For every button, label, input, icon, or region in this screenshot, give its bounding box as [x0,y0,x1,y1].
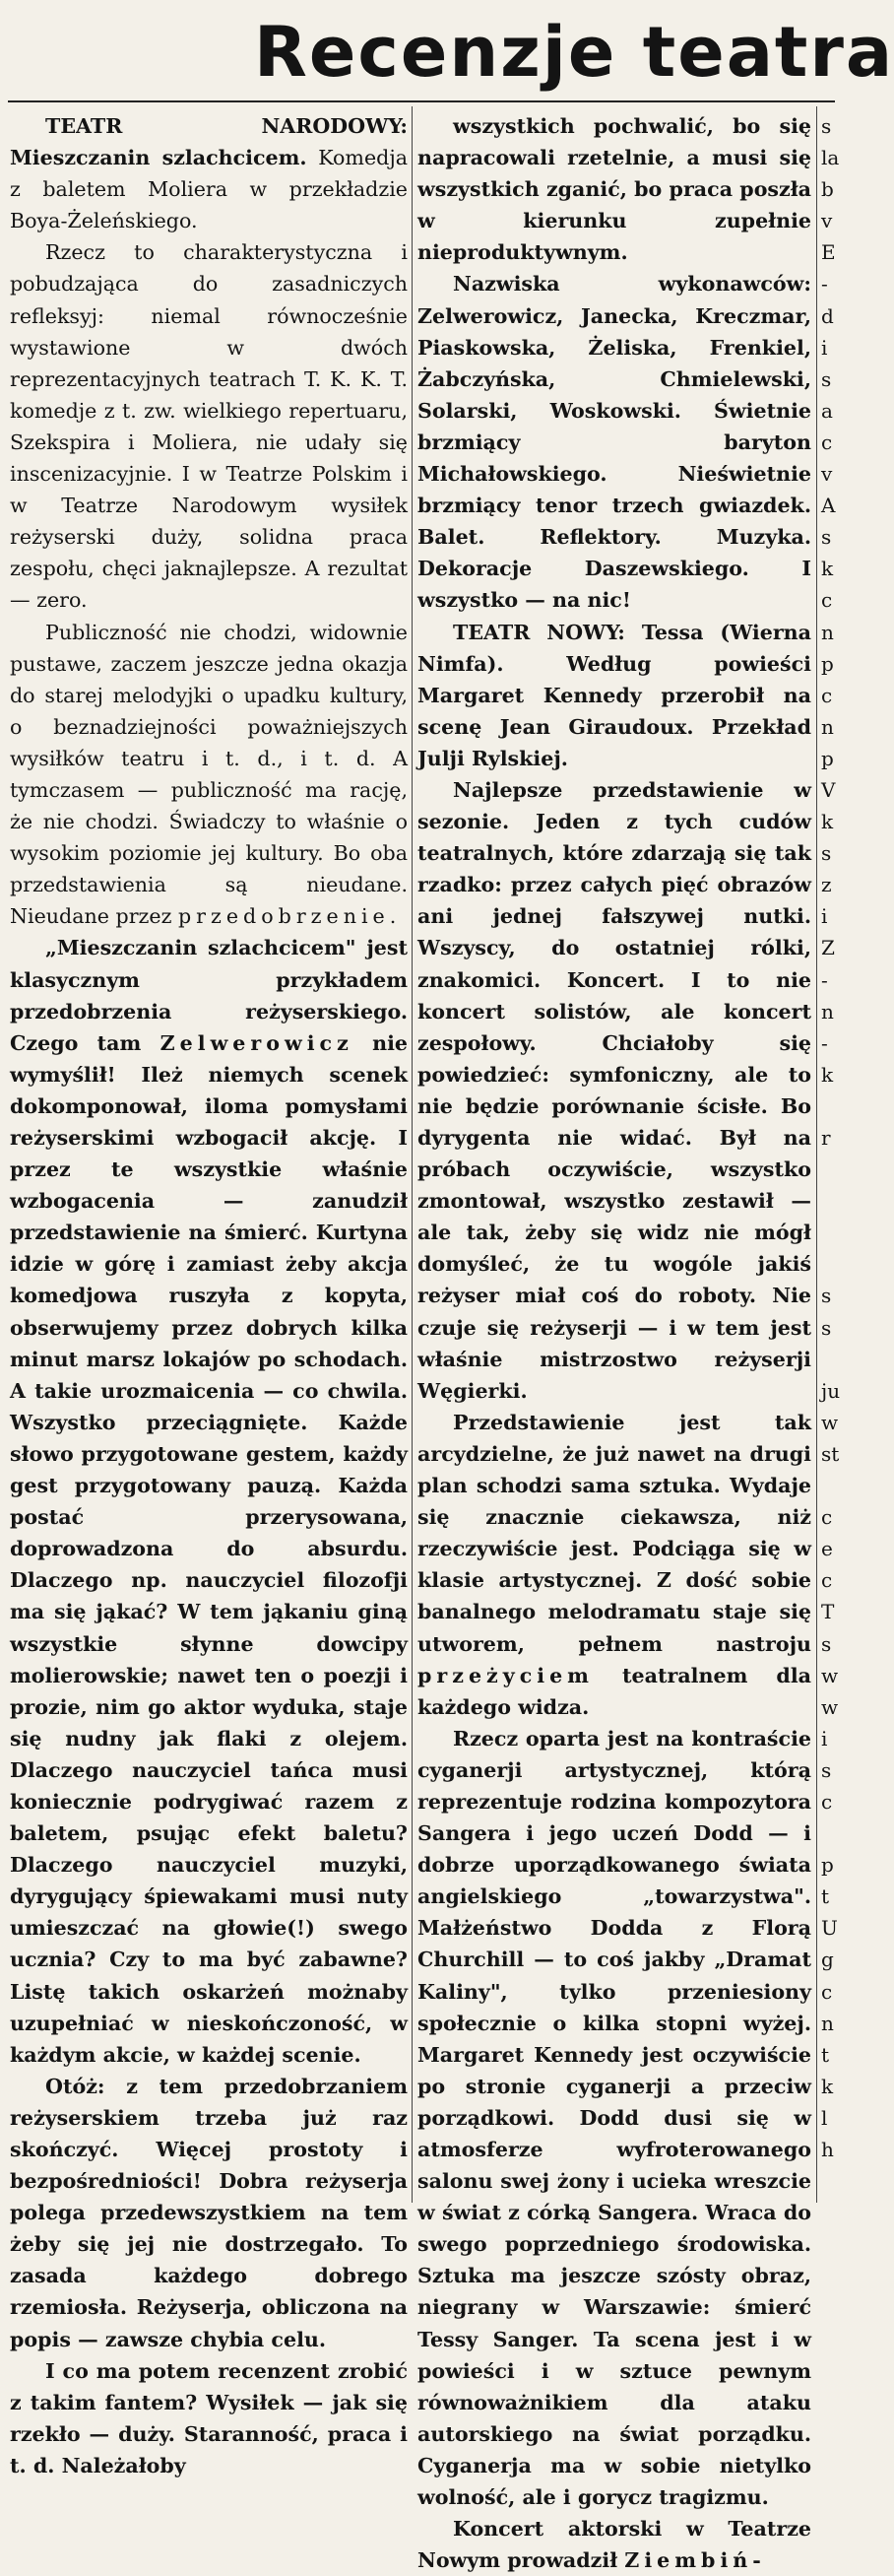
article-paragraph [10,236,408,616]
cut-fragment: s [821,1757,832,1782]
cut-fragment: s [821,1315,832,1340]
cut-fragment: l [821,2105,828,2130]
cut-fragment [821,2165,841,2197]
article-paragraph [417,2513,811,2576]
cut-fragment: v [821,462,833,487]
article-paragraph [10,110,408,236]
text-run: Koncert aktorski w Teatrze Nowym prowadził [417,2517,811,2573]
cut-fragment: T [821,1600,835,1624]
text-run: Publiczność nie chodzi, widownie pustawe, zaczem jeszcze jedna okazja do starej melodyjki o upadku kultury, o beznadziejności poważniejszych wysiłków teatru i t. d., i t. d. A tymczasem — publiczność ma rację, że nie chodzi. Świadczy to właśnie o wysokim poziomie jej kultury. Bo oba przedstawienia są nieudane. Nieudane przez [10,620,408,929]
cut-fragment: k [821,2074,834,2098]
cut-fragment: s [821,366,832,391]
cut-fragment: a [821,398,833,423]
cut-fragment [821,1344,841,1375]
cut-fragment: st [821,1441,840,1466]
article-paragraph [417,617,811,774]
cut-fragment: k [821,557,834,581]
cut-fragment [821,1185,841,1217]
text-run: Zelwerowicz [160,1030,353,1055]
column-1 [10,110,408,2477]
cut-fragment: A [821,494,836,518]
text-run: Najlepsze przedstawienie w sezonie. Jeden z tych cudów teatralnych, które zdarzają się tak rzadko: przez całych pięć obrazów ani jednej fałszywej nutki. Wszyscy, do ostatniej rólki, znakomici. Koncert. I to nie koncert solistów, ale koncert zespołowy. Chciałoby się powiedzieć: symfoniczny, ale to nie będzie porównanie ścisłe. Bo dyrygenta nie widać. Był na próbach oczywiście, wszystko zmontował, wszystko zestawił — ale tak, żeby się widz nie mógł domyśleć, że tu wogóle jakiś reżyser miał coś do roboty. Nie czuje się reżyserji — i w tem jest właśnie mistrzostwo reżyserji Węgierki. [417,777,811,1403]
cut-fragment: t [821,2042,830,2067]
cut-fragment: b [821,177,834,202]
cut-fragment: s [821,525,832,550]
cut-fragment: w [821,1410,839,1434]
cut-fragment: - [821,1030,828,1055]
cut-fragment: E [821,240,836,265]
cut-fragment: p [821,746,834,770]
article-paragraph [10,2355,408,2481]
cut-fragment: g [821,1948,834,1972]
article-paragraph [10,932,408,2070]
cut-fragment [821,1217,841,1248]
cut-fragment: la [821,146,840,170]
cut-fragment: Z [821,936,835,960]
cut-fragment: p [821,651,834,676]
article-paragraph [417,774,811,1407]
text-run: Przedstawienie jest tak arcydzielne, że już nawet na drugi plan schodzi sama sztuka. Wydaje się znacznie ciekawsza, niż rzeczywiście jest. Podciąga się w klasie artystycznej. Z dość sobie banalnego melodramatu staje się utworem, pełnem nastroju [417,1410,811,1656]
cut-fragment: s [821,841,832,866]
cut-fragment: n [821,999,834,1024]
text-run: TEATR NOWY: Tessa (Wierna Nimfa). [417,620,811,676]
cut-fragment: w [821,1663,839,1687]
cut-fragment [821,1817,841,1849]
cut-fragment: r [821,1126,831,1150]
article-paragraph [417,1723,811,2513]
cut-fragment: i [821,904,828,929]
column-rule [816,106,817,2203]
text-run: TEATR NARODOWY: Mieszczanin szlachcicem. [10,114,408,170]
text-run: wszystkich pochwalić, bo się napracowali rzetelnie, a musi się wszystkich zganić, bo praca poszła w kierunku zupełnie nieproduktywnym. [417,114,811,265]
cut-fragment: k [821,810,834,834]
text-run: . [389,904,397,929]
cut-fragment: n [821,620,834,644]
text-run: Otóż: z tem przedobrzaniem reżyserskiem trzeba już raz skończyć. Więcej prostoty i bezpośredniości! Dobra reżyserja polega przedewszystkiem na tem żeby się jej nie dostrzegało. To zasada każdego dobrego rzemiosła. Reżyserja, obliczona na popis — zawsze chybia celu. [10,2074,408,2351]
cut-fragment: d [821,303,834,328]
text-run: teatralnem dla każdego widza. [417,1663,811,1719]
cut-fragment: i [821,335,828,360]
cut-fragment: s [821,114,832,138]
cut-fragment: n [821,2011,834,2035]
text-run: Według powieści Margaret Kennedy przerobił na scenę Jean Giraudoux. Przekład Julji Rylskiej. [417,651,811,770]
cut-fragment: c [821,1789,833,1814]
cut-fragment [821,1470,841,1501]
article-paragraph [417,110,811,268]
cut-fragment: - [821,967,828,992]
cut-fragment: p [821,1853,834,1878]
cut-fragment: h [821,2138,834,2161]
text-run: Rzecz to charakterystyczna i pobudzająca do zasadniczych refleksyj: niemal równocześnie wystawione w dwóch reprezentacyjnych teatrach T. K. K. T. komedje z t. zw. wielkiego repertuaru, Szekspira i Moliera, nie udały się inscenizacyjnie. I w Teatrze Polskim i w Teatrze Narodowym wysiłek reżyserski duży, solidna praca zespołu, chęci jaknajlepsze. A rezultat — zero. [10,240,408,613]
text-run: przeżyciem [417,1663,594,1687]
cut-fragment: c [821,429,833,454]
cut-fragment: z [821,873,832,897]
text-run: Nazwiska wykonawców: Zelwerowicz, Janecka, Kreczmar, Piaskowska, Żeliska, Frenkiel, Żabczyńska, Chmielewski, Solarski, Woskowski. Świetnie brzmiący baryton Michałowskiego. Nieświetnie brzmiący tenor trzech gwiazdek. Balet. Reflektory. Muzyka. Dekoracje Daszewskiego. I wszystko — na nic! [417,272,811,613]
column-rule [412,106,413,2203]
cut-fragment [821,1154,841,1185]
cut-fragment [821,1248,841,1280]
cut-fragment: v [821,209,833,233]
article-paragraph [10,617,408,933]
cut-fragment: k [821,1062,834,1087]
text-run: przedobrzenie [177,904,390,929]
cut-fragment [821,1090,841,1122]
cut-fragment: s [821,1631,832,1656]
cut-fragment: n [821,714,834,739]
article-paragraph [417,268,811,616]
cut-fragment: w [821,1694,839,1719]
text-run: Rzecz oparta jest na kontraście cyganerji artystycznej, którą reprezentuje rodzina kompozytora Sangera i jego uczeń Dodd — i dobrze uporządkowanego świata angielskiego „towarzystwa". Małżeństwo Dodda z Florą Churchill — to coś jakby „Dramat Kaliny", tylko przeniesiony społecznie o kilka stopni wyżej. Margaret Kennedy jest oczywiście po stronie cyganerji a przeciw porządkowi. Dodd dusi się w atmosferze wyfroterowanego salonu swej żony i ucieka wreszcie w świat z córką Sangera. Wraca do swego poprzedniego środowiska. Sztuka ma jeszcze szósty obraz, niegrany w Warszawie: śmierć Tessy Sanger. Ta scena jest i w powieści i w sztuce pewnym równoważnikiem dla ataku autorskiego na świat porządku. Cyganerja ma w sobie nietylko wolność, ale i gorycz tragizmu. [417,1726,811,2510]
cut-fragment: s [821,1284,832,1308]
cut-fragment: c [821,588,833,613]
cut-fragment: t [821,1884,830,1909]
text-run: nie wymyślił! Ileż niemych scenek dokomponował, iloma pomysłami reżyserskimi wzbogacił akcję. I przez te wszystkie właśnie wzbogacenia — zanudził przedstawienie na śmierć. Kurtyna idzie w górę i zamiast żeby akcja komedjowa ruszyła z kopyta, obserwujemy przez dobrych kilka minut marsz lokajów po schodach. A takie urozmaicenia — co chwila. Wszystko przeciągnięte. Każde słowo przygotowane gestem, każdy gest przygotowany pauzą. Każda postać przerysowana, doprowadzona do absurdu. Dlaczego np. nauczyciel filozofji ma się jąkać? W tem jąkaniu giną wszystkie słynne dowcipy molierowskie; nawet ten o poezji i prozie, nim go aktor wyduka, staje się nudny jak flaki z olejem. Dlaczego nauczyciel tańca musi koniecznie podrygiwać razem z baletem, psując efekt baletu? Dlaczego nauczyciel muzyki, dyrygujący śpiewakami musi nuty umieszczać na głowie(!) swego ucznia? Czy to ma być zabawne? Listę takich oskarżeń możnaby uzupełniać w nieskończoność, w każdym akcie, w każdej scenie. [10,1030,408,2067]
cut-fragment: V [821,777,836,802]
cut-fragment: ju [821,1378,841,1403]
cut-fragment: c [821,1568,833,1593]
text-run: „Mieszczanin szlachcicem" jest klasycznym przykładem przedobrzenia reżyserskiego. Czego tam [10,936,408,1055]
cut-fragment: U [821,1916,838,1941]
cut-fragment: i [821,1726,828,1750]
column-2 [417,110,811,2573]
cut-fragment: c [821,1505,833,1530]
article-paragraph [10,2071,408,2355]
cut-fragment: e [821,1537,833,1561]
text-run: Ziembiń- [624,2548,766,2573]
article-paragraph [417,1407,811,1723]
text-run: I co ma potem recenzent zrobić z takim fantem? Wysiłek — jak się rzekło — duży. Staranność, praca i t. d. Należałoby [10,2358,408,2477]
title-rule [8,100,835,102]
cut-fragment: - [821,272,828,297]
cut-fragment: c [821,1979,833,2004]
cut-fragment: c [821,683,833,707]
column-3-cut [821,110,841,2199]
text-run: Komedja z baletem Moliera w przekładzie Boya-Żeleńskiego. [10,146,408,233]
page-title: Recenzje teatra [254,12,894,93]
